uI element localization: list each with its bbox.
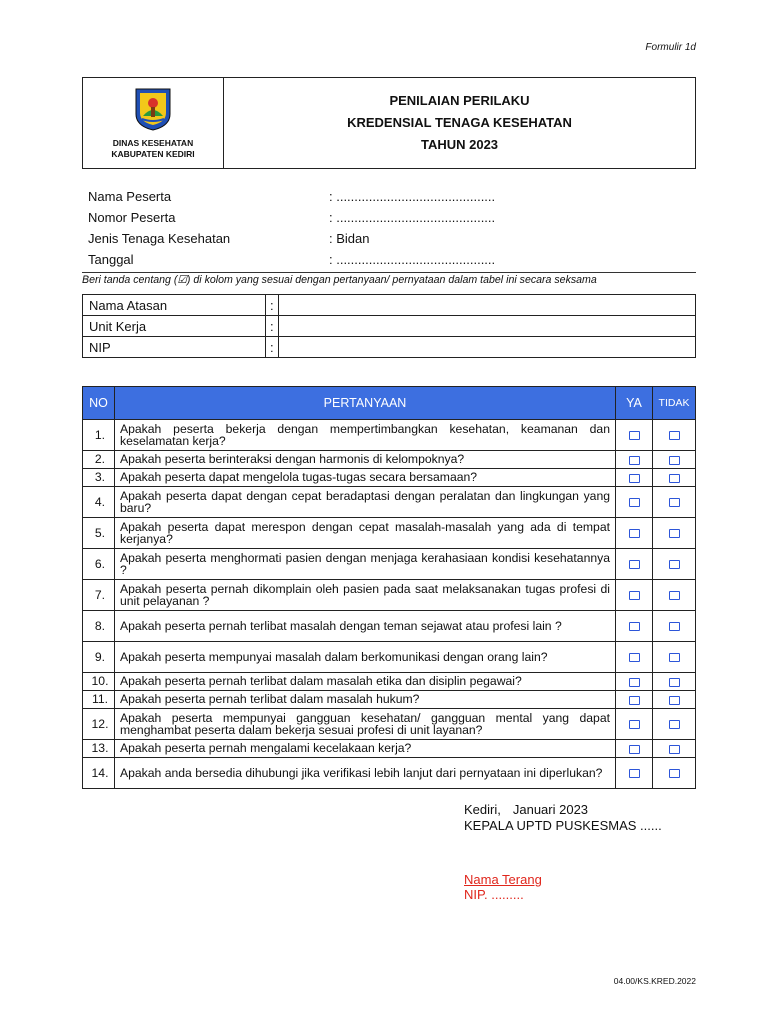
form-code: Formulir 1d [645, 42, 696, 53]
question-number: 9. [83, 642, 115, 673]
title-line-3: TAHUN 2023 [420, 137, 499, 152]
question-number: 5. [83, 518, 115, 549]
table-row [83, 611, 696, 642]
question-text: Apakah peserta pernah dikomplain oleh pasien pada saat melaksanakan tugas profesi di unit pelayanan ? [115, 580, 616, 611]
separator: : [266, 337, 279, 358]
no-cell [653, 758, 696, 789]
yes-checkbox[interactable] [629, 591, 640, 600]
no-cell [653, 549, 696, 580]
question-text: Apakah anda bersedia dihubungi jika verifikasi lebih lanjut dari pernyataan ini diperlukan? [115, 758, 616, 789]
yes-checkbox[interactable] [629, 529, 640, 538]
question-number: 13. [83, 740, 115, 758]
no-cell [653, 451, 696, 469]
header-logo-cell [83, 78, 224, 168]
no-cell [653, 580, 696, 611]
yes-cell [616, 469, 653, 487]
column-header-question: PERTANYAAN [115, 387, 616, 420]
yes-checkbox[interactable] [629, 498, 640, 507]
table-row [83, 487, 696, 518]
signature-position: KEPALA UPTD PUSKESMAS ...... [464, 818, 662, 833]
no-checkbox[interactable] [669, 678, 680, 687]
date-label: Tanggal [88, 252, 134, 267]
yes-checkbox[interactable] [629, 696, 640, 705]
table-row [83, 580, 696, 611]
no-checkbox[interactable] [669, 498, 680, 507]
table-row [83, 469, 696, 487]
table-header-row [83, 387, 696, 420]
questions-body [83, 420, 696, 789]
participant-info [88, 186, 518, 270]
question-number: 14. [83, 758, 115, 789]
no-checkbox[interactable] [669, 591, 680, 600]
date-field[interactable]: : ............................................ [329, 252, 496, 267]
question-number: 12. [83, 709, 115, 740]
no-cell [653, 673, 696, 691]
yes-checkbox[interactable] [629, 769, 640, 778]
yes-checkbox[interactable] [629, 745, 640, 754]
question-number: 8. [83, 611, 115, 642]
table-row [83, 451, 696, 469]
no-cell [653, 642, 696, 673]
question-number: 6. [83, 549, 115, 580]
no-checkbox[interactable] [669, 720, 680, 729]
signature-name: Nama Terang [464, 872, 542, 887]
question-number: 3. [83, 469, 115, 487]
signature-place: Kediri, [464, 802, 501, 817]
table-row [83, 673, 696, 691]
question-text: Apakah peserta mempunyai masalah dalam berkomunikasi dengan orang lain? [115, 642, 616, 673]
no-cell [653, 611, 696, 642]
yes-checkbox[interactable] [629, 653, 640, 662]
participant-number-field[interactable]: : ............................................ [329, 210, 496, 225]
yes-cell [616, 549, 653, 580]
table-row [83, 691, 696, 709]
participant-row [88, 249, 518, 270]
question-text: Apakah peserta pernah terlibat dalam masalah hukum? [115, 691, 616, 709]
yes-cell [616, 451, 653, 469]
participant-name-field[interactable]: : ............................................ [329, 189, 496, 204]
title-line-2: KREDENSIAL TENAGA KESEHATAN [347, 115, 572, 130]
yes-cell [616, 420, 653, 451]
header-title-cell [224, 78, 695, 168]
table-row [83, 518, 696, 549]
question-text: Apakah peserta dapat merespon dengan cepat masalah-masalah yang ada di tempat kerjanya? [115, 518, 616, 549]
no-cell [653, 469, 696, 487]
question-text: Apakah peserta pernah terlibat masalah dengan teman sejawat atau profesi lain ? [115, 611, 616, 642]
question-text: Apakah peserta mempunyai gangguan kesehatan/ gangguan mental yang dapat menghambat peserta dalam bekerja sesuai profesi di unit layanan? [115, 709, 616, 740]
no-cell [653, 518, 696, 549]
question-number: 10. [83, 673, 115, 691]
separator: : [266, 316, 279, 337]
signature-block [464, 802, 662, 834]
table-row [83, 420, 696, 451]
participant-row [88, 207, 518, 228]
question-text: Apakah peserta pernah mengalami kecelakaan kerja? [115, 740, 616, 758]
question-text: Apakah peserta menghormati pasien dengan menjaga kerahasiaan kondisi kesehatannya ? [115, 549, 616, 580]
org-line-2: KABUPATEN KEDIRI [111, 149, 195, 159]
supervisor-name-label: Nama Atasan [83, 295, 266, 316]
column-header-no: NO [83, 387, 115, 420]
signature-nip: NIP. ......... [464, 887, 524, 902]
yes-checkbox[interactable] [629, 622, 640, 631]
no-checkbox[interactable] [669, 696, 680, 705]
question-text: Apakah peserta berinteraksi dengan harmonis di kelompoknya? [115, 451, 616, 469]
title-line-1: PENILAIAN PERILAKU [389, 93, 530, 108]
column-header-no-answer: TIDAK [653, 387, 696, 420]
table-row [83, 709, 696, 740]
yes-cell [616, 518, 653, 549]
work-unit-label: Unit Kerja [83, 316, 266, 337]
table-row [83, 337, 696, 358]
no-cell [653, 740, 696, 758]
yes-checkbox[interactable] [629, 431, 640, 440]
yes-cell [616, 487, 653, 518]
instruction-text: Beri tanda centang (☑) di kolom yang sesuai dengan pertanyaan/ pernyataan dalam tabel ini secara seksama [82, 272, 696, 286]
no-cell [653, 487, 696, 518]
yes-checkbox[interactable] [629, 474, 640, 483]
no-checkbox[interactable] [669, 474, 680, 483]
no-checkbox[interactable] [669, 653, 680, 662]
column-header-yes: YA [616, 387, 653, 420]
question-number: 1. [83, 420, 115, 451]
no-checkbox[interactable] [669, 456, 680, 465]
signature-date: Januari 2023 [512, 802, 589, 817]
health-worker-type-label: Jenis Tenaga Kesehatan [88, 231, 231, 246]
question-number: 11. [83, 691, 115, 709]
yes-cell [616, 580, 653, 611]
no-cell [653, 420, 696, 451]
no-checkbox[interactable] [669, 622, 680, 631]
yes-checkbox[interactable] [629, 456, 640, 465]
question-text: Apakah peserta dapat mengelola tugas-tugas secara bersamaan? [115, 469, 616, 487]
signature-name-block [464, 872, 542, 902]
separator: : [266, 295, 279, 316]
no-checkbox[interactable] [669, 529, 680, 538]
no-checkbox[interactable] [669, 745, 680, 754]
participant-row [88, 228, 518, 249]
question-number: 7. [83, 580, 115, 611]
org-line-1: DINAS KESEHATAN [112, 138, 194, 148]
question-text: Apakah peserta pernah terlibat dalam masalah etika dan disiplin pegawai? [115, 673, 616, 691]
table-row [83, 316, 696, 337]
nip-field[interactable] [278, 337, 695, 358]
question-number: 2. [83, 451, 115, 469]
no-checkbox[interactable] [669, 431, 680, 440]
question-number: 4. [83, 487, 115, 518]
yes-cell [616, 740, 653, 758]
participant-name-label: Nama Peserta [88, 189, 172, 204]
table-row [83, 758, 696, 789]
yes-cell [616, 642, 653, 673]
no-checkbox[interactable] [669, 769, 680, 778]
supervisor-name-field[interactable] [278, 295, 695, 316]
yes-checkbox[interactable] [629, 720, 640, 729]
nip-label: NIP [83, 337, 266, 358]
document-code: 04.00/KS.KRED.2022 [613, 976, 696, 986]
table-row [83, 295, 696, 316]
table-row [83, 549, 696, 580]
yes-cell [616, 691, 653, 709]
table-row [83, 740, 696, 758]
document-header [82, 77, 696, 169]
supervisor-table [82, 294, 696, 358]
questions-table [82, 386, 696, 789]
yes-cell [616, 709, 653, 740]
yes-cell [616, 758, 653, 789]
yes-cell [616, 673, 653, 691]
yes-checkbox[interactable] [629, 678, 640, 687]
health-worker-type-field[interactable]: : Bidan [329, 231, 370, 246]
no-cell [653, 709, 696, 740]
question-text: Apakah peserta bekerja dengan mempertimbangkan kesehatan, keamanan dan keselamatan kerja? [115, 420, 616, 451]
no-checkbox[interactable] [669, 560, 680, 569]
yes-checkbox[interactable] [629, 560, 640, 569]
regency-crest-icon [133, 86, 173, 132]
no-cell [653, 691, 696, 709]
question-text: Apakah peserta dapat dengan cepat beradaptasi dengan peralatan dan lingkungan yang baru? [115, 487, 616, 518]
work-unit-field[interactable] [278, 316, 695, 337]
participant-number-label: Nomor Peserta [88, 210, 176, 225]
table-row [83, 642, 696, 673]
participant-row [88, 186, 518, 207]
yes-cell [616, 611, 653, 642]
